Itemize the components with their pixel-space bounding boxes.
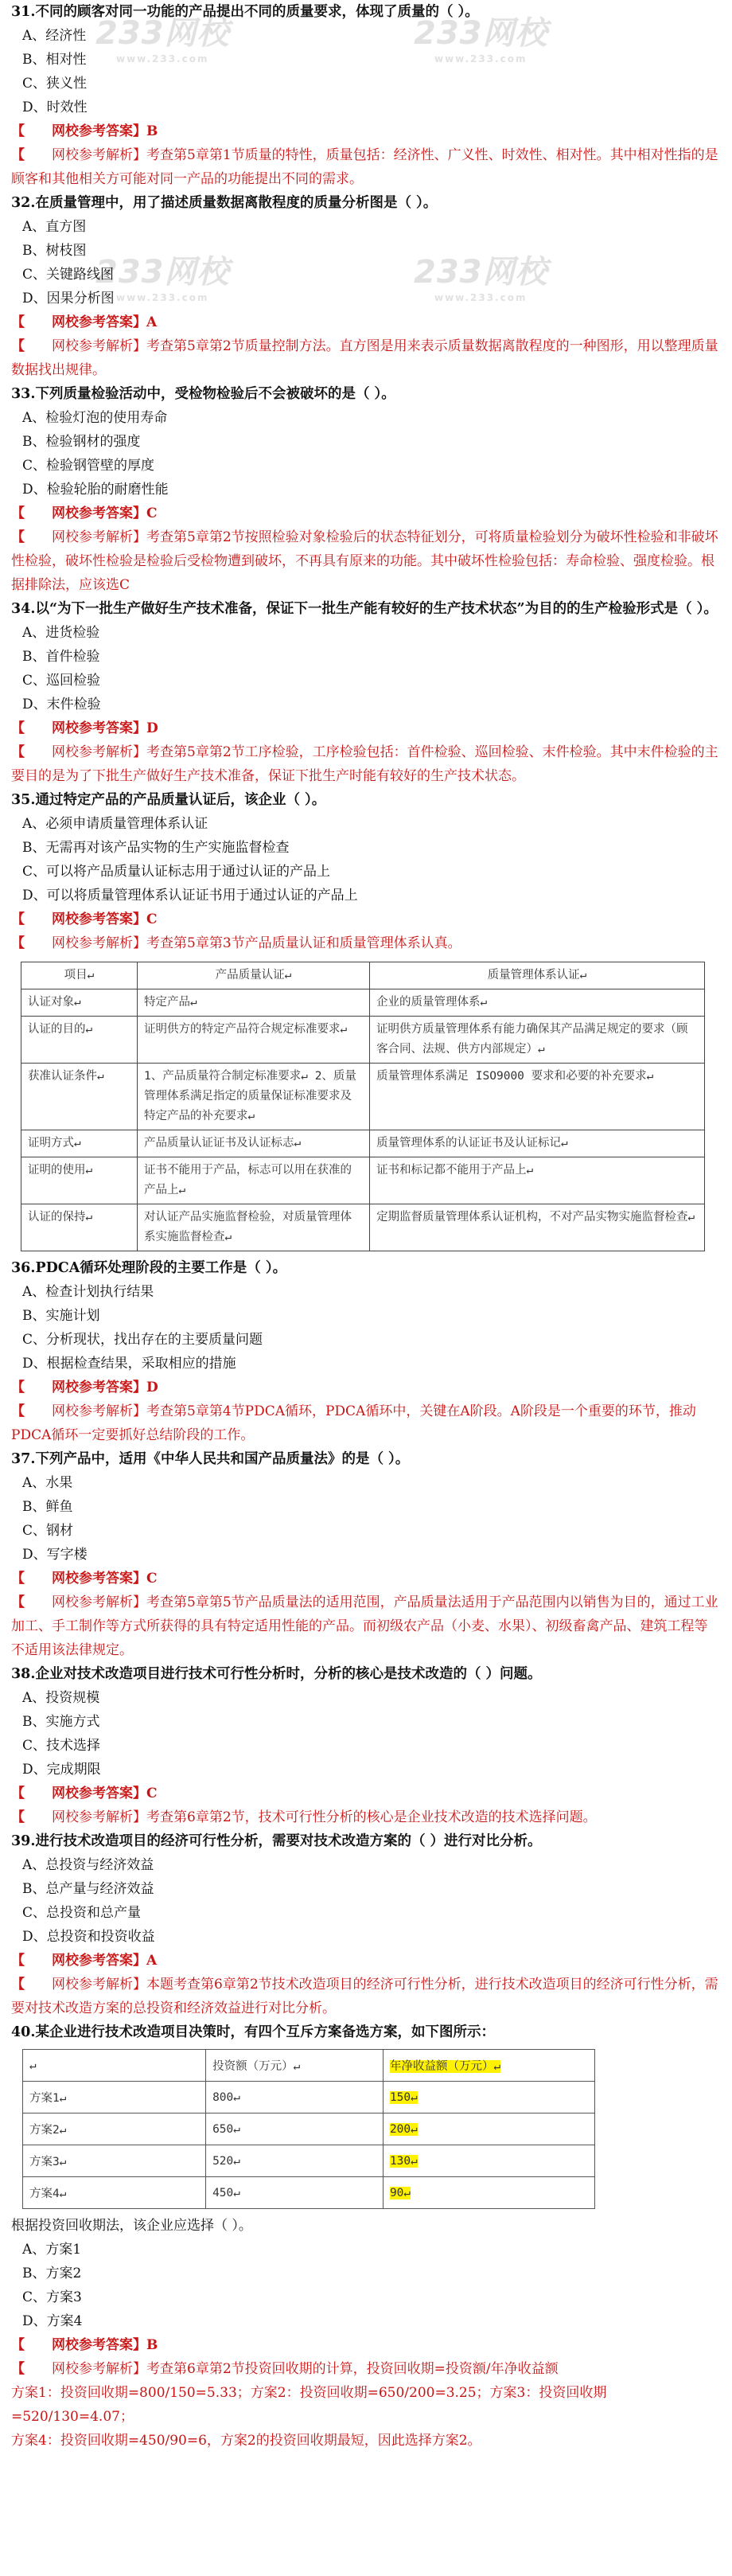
table-cell: 520↵ [206,2145,384,2177]
option-b: B、相对性 [22,52,87,68]
option-a: A、方案1 [22,2242,82,2258]
option-a: A、经济性 [22,28,87,44]
table-cell: 方案2↵ [23,2113,206,2145]
table-cell: 认证对象↵ [21,989,138,1017]
explanation: 【 网校参考解析】考查第5章第2节质量控制方法。直方图是用来表示质量数据离散程度的一种图形，用以整理质量数据找出规律。 [11,338,718,378]
table-cell: 证明供方的特定产品符合规定标准要求↵ [138,1017,370,1064]
table-cell: 质量管理体系的认证证书及认证标记↵ [370,1130,705,1157]
table-cell: 质量管理体系满足 ISO9000 要求和必要的补充要求↵ [370,1064,705,1130]
table-row [21,1064,705,1130]
table-row [23,2177,595,2209]
question-32 [11,191,719,382]
question-title: 31.不同的顾客对同一功能的产品提出不同的质量要求，体现了质量的（ ）。 [11,4,479,20]
option-c: C、方案3 [22,2289,82,2305]
explanation: 【 网校参考解析】考查第5章第4节PDCA循环，PDCA循环中，关键在A阶段。A阶段是一个重要的环节，推动PDCA循环一定要抓好总结阶段的工作。 [11,1403,696,1443]
investment-options-table [22,2049,595,2209]
option-b: B、检验钢材的强度 [22,434,141,450]
watermark: 233网校 www.233.com [414,15,548,64]
table-cell: 200↵ [383,2113,594,2145]
table-cell: 产品质量认证证书及认证标志↵ [138,1130,370,1157]
option-c: C、狭义性 [22,76,88,92]
option-d: D、完成期限 [22,1762,101,1778]
explanation: 【 网校参考解析】考查第5章第3节产品质量认证和质量管理体系认真。 [11,935,461,951]
answer-line: 【 网校参考答案】C [11,911,158,927]
table-cell: 1、产品质量符合制定标准要求↵ 2、质量管理体系满足指定的质量保证标准要求及特定产品的补充要求↵ [138,1064,370,1130]
table-cell: 130↵ [383,2145,594,2177]
option-d: D、因果分析图 [22,291,115,306]
table-row [21,989,705,1017]
answer-line: 【 网校参考答案】B [11,2337,158,2353]
explanation: 【 网校参考解析】考查第6章第2节投资回收期的计算，投资回收期=投资额/年净收益额 [11,2361,559,2377]
watermark: 233网校 www.233.com [95,15,230,64]
option-b: B、总产量与经济效益 [22,1881,154,1897]
explanation: 【 网校参考解析】考查第6章第2节，技术可行性分析的核心是企业技术改造的技术选择问题。 [11,1809,597,1825]
question-title: 32.在质量管理中，用了描述质量数据离散程度的质量分析图是（ ）。 [11,195,438,211]
question-title: 39.进行技术改造项目的经济可行性分析，需要对技术改造方案的（ ）进行对比分析。 [11,1833,542,1849]
table-row [23,2113,595,2145]
answer-line: 【 网校参考答案】D [11,720,158,736]
question-title: 35.通过特定产品的产品质量认证后，该企业（ ）。 [11,792,326,808]
table-cell: 证书和标记都不能用于产品上↵ [370,1157,705,1204]
option-a: A、进货检验 [22,625,100,641]
table-row [21,1130,705,1157]
explanation: 【 网校参考解析】考查第5章第1节质量的特性，质量包括：经济性、广义性、时效性、相对性。其中相对性指的是顾客和其他相关方可能对同一产品的功能提出不同的需求。 [11,147,718,187]
table-header-cell: 产品质量认证↵ [138,962,370,989]
table-cell: 证明的使用↵ [21,1157,138,1204]
table-cell: 证书不能用于产品，标志可以用在获准的产品上↵ [138,1157,370,1204]
option-a: A、检查计划执行结果 [22,1284,154,1300]
table-cell: 认证的目的↵ [21,1017,138,1064]
table-header-cell: ↵ [23,2050,206,2082]
question-36 [11,1256,719,1447]
option-c: C、分析现状，找出存在的主要质量问题 [22,1332,263,1348]
answer-line: 【 网校参考答案】A [11,1953,158,1969]
table-cell: 方案1↵ [23,2082,206,2113]
table-cell: 800↵ [206,2082,384,2113]
table-cell: 认证的保持↵ [21,1204,138,1251]
option-c: C、检验钢管壁的厚度 [22,458,155,474]
option-b: B、方案2 [22,2266,82,2281]
table-cell: 90↵ [383,2177,594,2209]
explanation: 【 网校参考解析】考查第5章第2节工序检验，工序检验包括：首件检验、巡回检验、末件检验。其中末件检验的主要目的是为了下批生产做好生产技术准备，保证下批生产时能有较好的生产技术状态。 [11,744,718,784]
table-header-row [23,2050,595,2082]
table-cell: 对认证产品实施监督检验，对质量管理体系实施监督检查↵ [138,1204,370,1251]
table-cell: 450↵ [206,2177,384,2209]
option-b: B、树枝图 [22,243,87,259]
option-a: A、直方图 [22,219,87,235]
table-row [21,1157,705,1204]
question-title: 37.下列产品中，适用《中华人民共和国产品质量法》的是（ ）。 [11,1451,410,1467]
table-cell: 特定产品↵ [138,989,370,1017]
table-cell: 获准认证条件↵ [21,1064,138,1130]
answer-line: 【 网校参考答案】B [11,123,158,139]
option-a: A、检验灯泡的使用寿命 [22,410,168,426]
option-d: D、根据检查结果，采取相应的措施 [22,1356,236,1372]
option-d: D、时效性 [22,100,88,115]
answer-line: 【 网校参考答案】C [11,1571,158,1587]
question-34 [11,597,719,788]
option-a: A、总投资与经济效益 [22,1857,154,1873]
option-b: B、无需再对该产品实物的生产实施监督检查 [22,840,290,856]
table-header-cell: 质量管理体系认证↵ [370,962,705,989]
table-header-cell: 投资额（万元）↵ [206,2050,384,2082]
option-d: D、可以将质量管理体系认证证书用于通过认证的产品上 [22,888,358,904]
option-d: D、总投资和投资收益 [22,1929,155,1945]
question-title: 34.以“为下一批生产做好生产技术准备，保证下一批生产能有较好的生产技术状态”为目的的生产检验形式是（ ）。 [11,601,718,617]
option-c: C、关键路线图 [22,267,115,283]
question-40 [11,2020,719,2453]
calculation-line: 方案4：投资回收期=450/90=6，方案2的投资回收期最短，因此选择方案2。 [11,2433,481,2449]
explanation: 【 网校参考解析】考查第5章第5节产品质量法的适用范围，产品质量法适用于产品范围内以销售为目的，通过工业加工、手工制作等方式所获得的具有特定适用性能的产品。而初级农产品（小麦、水果）、初级畜禽产品、建筑工程等不适用该法律规定。 [11,1594,718,1658]
watermark: 233网校 www.233.com [95,254,230,303]
answer-line: 【 网校参考答案】A [11,314,158,330]
table-cell: 方案4↵ [23,2177,206,2209]
table-row [23,2145,595,2177]
question-37 [11,1447,719,1662]
table-cell: 证明方式↵ [21,1130,138,1157]
table-header-cell: 年净收益额（万元）↵ [383,2050,594,2082]
table-row [21,1204,705,1251]
certification-comparison-table [21,962,705,1251]
option-c: C、钢材 [22,1523,74,1539]
document-body [11,0,719,2453]
option-a: A、水果 [22,1475,73,1491]
option-d: D、写字楼 [22,1547,88,1563]
question-title: 36.PDCA循环处理阶段的主要工作是（ ）。 [11,1260,287,1276]
explanation: 【 网校参考解析】本题考查第6章第2节技术改造项目的经济可行性分析，进行技术改造项目的经济可行性分析，需要对技术改造方案的总投资和经济效益进行对比分析。 [11,1977,718,2016]
watermark: 233网校 www.233.com [414,254,548,303]
question-33 [11,382,719,597]
option-a: A、投资规模 [22,1690,100,1706]
question-title: 40.某企业进行技术改造项目决策时，有四个互斥方案备选方案，如下图所示： [11,2024,495,2040]
option-c: C、巡回检验 [22,673,101,689]
table-header-row [21,962,705,989]
option-c: C、技术选择 [22,1738,101,1754]
question-followup: 根据投资回收期法，该企业应选择（ ）。 [11,2218,252,2234]
option-b: B、实施方式 [22,1714,100,1730]
answer-line: 【 网校参考答案】C [11,505,158,521]
answer-line: 【 网校参考答案】C [11,1786,158,1801]
table-cell: 650↵ [206,2113,384,2145]
option-d: D、检验轮胎的耐磨性能 [22,482,169,498]
table-row [23,2082,595,2113]
option-b: B、鲜鱼 [22,1499,73,1515]
question-38 [11,1662,719,1829]
question-39 [11,1829,719,2020]
option-c: C、可以将产品质量认证标志用于通过认证的产品上 [22,864,331,880]
question-title: 33.下列质量检验活动中，受检物检验后不会被破坏的是（ ）。 [11,386,395,402]
option-c: C、总投资和总产量 [22,1905,142,1921]
option-b: B、首件检验 [22,649,100,665]
explanation: 【 网校参考解析】考查第5章第2节按照检验对象检验后的状态特征划分，可将质量检验划分为破坏性检验和非破坏性检验，破坏性检验是检验后受检物遭到破坏，不再具有原来的功能。其中破坏性检验包括：寿命检验、强度检验。根据排除法，应该选C [11,529,718,593]
question-title: 38.企业对技术改造项目进行技术可行性分析时，分析的核心是技术改造的（ ）问题。 [11,1666,542,1682]
option-d: D、方案4 [22,2313,83,2329]
table-cell: 企业的质量管理体系↵ [370,989,705,1017]
table-cell: 150↵ [383,2082,594,2113]
table-header-cell: 项目↵ [21,962,138,989]
question-35 [11,788,719,1251]
table-cell: 方案3↵ [23,2145,206,2177]
table-row [21,1017,705,1064]
table-cell: 定期监督质量管理体系认证机构，不对产品实物实施监督检查↵ [370,1204,705,1251]
option-d: D、末件检验 [22,697,101,712]
calculation-line: 方案1：投资回收期=800/150=5.33；方案2：投资回收期=650/200=3.25；方案3：投资回收期=520/130=4.07； [11,2385,607,2425]
question-31 [11,0,719,191]
option-b: B、实施计划 [22,1308,100,1324]
answer-line: 【 网校参考答案】D [11,1380,158,1395]
table-cell: 证明供方质量管理体系有能力确保其产品满足规定的要求（顾客合同、法规、供方内部规定）↵ [370,1017,705,1064]
option-a: A、必须申请质量管理体系认证 [22,816,208,832]
